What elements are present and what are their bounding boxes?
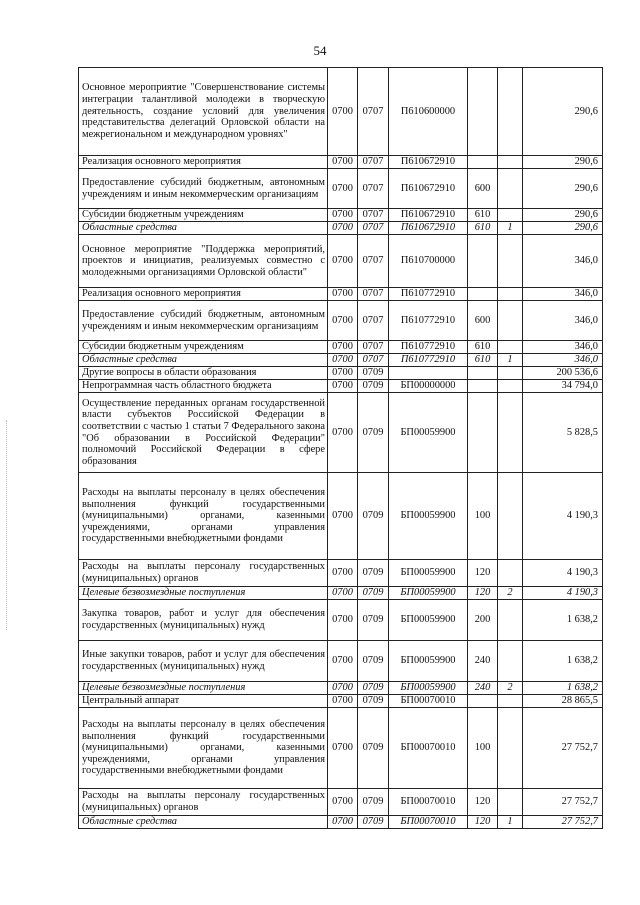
section-code: 0700 <box>328 816 358 829</box>
budget-table <box>78 67 603 829</box>
expense-type-code: 120 <box>468 587 498 600</box>
table-row <box>79 587 603 600</box>
amount: 1 638,2 <box>523 641 603 682</box>
amount: 4 190,3 <box>523 473 603 560</box>
target-article-code: БП00070010 <box>389 816 468 829</box>
amount: 346,0 <box>523 354 603 367</box>
section-code: 0700 <box>328 600 358 641</box>
section-code: 0700 <box>328 789 358 816</box>
item-name: Расходы на выплаты персоналу в целях обеспечения выполнения функций государственными (муниципальными) органами, казенными учреждениями, органами управления государственными внебюджетными фондами <box>79 473 328 560</box>
amount: 1 638,2 <box>523 682 603 695</box>
subsection-code: 0707 <box>358 354 389 367</box>
target-article-code: П610600000 <box>389 68 468 156</box>
table-row <box>79 341 603 354</box>
subsection-code: 0707 <box>358 156 389 169</box>
section-code: 0700 <box>328 68 358 156</box>
subsection-code: 0707 <box>358 169 389 209</box>
item-name: Областные средства <box>79 222 328 235</box>
funding-source-code <box>498 235 523 288</box>
section-code: 0700 <box>328 156 358 169</box>
item-name: Расходы на выплаты персоналу в целях обеспечения выполнения функций государственными (муниципальными) органами, казенными учреждениями, органами управления государственными внебюджетными фондами <box>79 708 328 789</box>
section-code: 0700 <box>328 367 358 380</box>
expense-type-code <box>468 393 498 473</box>
amount: 346,0 <box>523 341 603 354</box>
section-code: 0700 <box>328 380 358 393</box>
funding-source-code: 2 <box>498 682 523 695</box>
expense-type-code <box>468 695 498 708</box>
target-article-code: БП00059900 <box>389 682 468 695</box>
target-article-code: БП00059900 <box>389 641 468 682</box>
section-code: 0700 <box>328 695 358 708</box>
subsection-code: 0709 <box>358 380 389 393</box>
target-article-code: П610672910 <box>389 209 468 222</box>
target-article-code: БП00070010 <box>389 789 468 816</box>
expense-type-code: 200 <box>468 600 498 641</box>
target-article-code: П610700000 <box>389 235 468 288</box>
target-article-code <box>389 367 468 380</box>
amount: 27 752,7 <box>523 708 603 789</box>
item-name: Предоставление субсидий бюджетным, автономным учреждениям и иным некоммерческим организациям <box>79 169 328 209</box>
subsection-code: 0707 <box>358 235 389 288</box>
target-article-code: П610672910 <box>389 222 468 235</box>
table-row <box>79 288 603 301</box>
item-name: Целевые безвозмездные поступления <box>79 587 328 600</box>
subsection-code: 0709 <box>358 587 389 600</box>
target-article-code: БП00070010 <box>389 695 468 708</box>
expense-type-code: 120 <box>468 816 498 829</box>
expense-type-code: 100 <box>468 473 498 560</box>
item-name: Реализация основного мероприятия <box>79 288 328 301</box>
target-article-code: П610772910 <box>389 354 468 367</box>
expense-type-code: 120 <box>468 789 498 816</box>
section-code: 0700 <box>328 222 358 235</box>
table-row <box>79 354 603 367</box>
expense-type-code <box>468 156 498 169</box>
amount: 346,0 <box>523 301 603 341</box>
table-row <box>79 301 603 341</box>
target-article-code: П610772910 <box>389 341 468 354</box>
funding-source-code <box>498 600 523 641</box>
subsection-code: 0709 <box>358 682 389 695</box>
expense-type-code: 610 <box>468 354 498 367</box>
section-code: 0700 <box>328 288 358 301</box>
subsection-code: 0709 <box>358 816 389 829</box>
section-code: 0700 <box>328 708 358 789</box>
amount: 290,6 <box>523 222 603 235</box>
subsection-code: 0709 <box>358 600 389 641</box>
expense-type-code: 240 <box>468 682 498 695</box>
table-body <box>79 68 603 829</box>
item-name: Целевые безвозмездные поступления <box>79 682 328 695</box>
item-name: Закупка товаров, работ и услуг для обеспечения государственных (муниципальных) нужд <box>79 600 328 641</box>
section-code: 0700 <box>328 341 358 354</box>
section-code: 0700 <box>328 354 358 367</box>
item-name: Иные закупки товаров, работ и услуг для обеспечения государственных (муниципальных) нужд <box>79 641 328 682</box>
subsection-code: 0709 <box>358 708 389 789</box>
table-row <box>79 169 603 209</box>
funding-source-code <box>498 473 523 560</box>
subsection-code: 0707 <box>358 68 389 156</box>
amount: 200 536,6 <box>523 367 603 380</box>
funding-source-code: 2 <box>498 587 523 600</box>
table-row <box>79 641 603 682</box>
target-article-code: БП00000000 <box>389 380 468 393</box>
target-article-code: БП00059900 <box>389 473 468 560</box>
amount: 290,6 <box>523 209 603 222</box>
subsection-code: 0709 <box>358 641 389 682</box>
subsection-code: 0709 <box>358 393 389 473</box>
funding-source-code <box>498 68 523 156</box>
expense-type-code: 100 <box>468 708 498 789</box>
section-code: 0700 <box>328 682 358 695</box>
funding-source-code <box>498 169 523 209</box>
amount: 5 828,5 <box>523 393 603 473</box>
expense-type-code <box>468 235 498 288</box>
expense-type-code: 120 <box>468 560 498 587</box>
subsection-code: 0709 <box>358 560 389 587</box>
expense-type-code: 610 <box>468 209 498 222</box>
expense-type-code: 610 <box>468 341 498 354</box>
expense-type-code <box>468 288 498 301</box>
funding-source-code <box>498 560 523 587</box>
item-name: Реализация основного мероприятия <box>79 156 328 169</box>
target-article-code: БП00059900 <box>389 560 468 587</box>
amount: 34 794,0 <box>523 380 603 393</box>
table-row <box>79 560 603 587</box>
funding-source-code <box>498 341 523 354</box>
amount: 27 752,7 <box>523 816 603 829</box>
subsection-code: 0707 <box>358 288 389 301</box>
funding-source-code <box>498 367 523 380</box>
amount: 290,6 <box>523 68 603 156</box>
target-article-code: БП00059900 <box>389 393 468 473</box>
expense-type-code: 600 <box>468 301 498 341</box>
section-code: 0700 <box>328 169 358 209</box>
funding-source-code: 1 <box>498 222 523 235</box>
target-article-code: П610772910 <box>389 288 468 301</box>
target-article-code: БП00059900 <box>389 587 468 600</box>
target-article-code: П610672910 <box>389 156 468 169</box>
funding-source-code <box>498 209 523 222</box>
table-row <box>79 708 603 789</box>
target-article-code: БП00059900 <box>389 600 468 641</box>
expense-type-code: 240 <box>468 641 498 682</box>
funding-source-code <box>498 708 523 789</box>
item-name: Центральный аппарат <box>79 695 328 708</box>
item-name: Расходы на выплаты персоналу государственных (муниципальных) органов <box>79 560 328 587</box>
item-name: Субсидии бюджетным учреждениям <box>79 209 328 222</box>
subsection-code: 0709 <box>358 789 389 816</box>
table-row <box>79 816 603 829</box>
table-row <box>79 209 603 222</box>
funding-source-code: 1 <box>498 354 523 367</box>
target-article-code: БП00070010 <box>389 708 468 789</box>
subsection-code: 0707 <box>358 341 389 354</box>
target-article-code: П610772910 <box>389 301 468 341</box>
table-row <box>79 473 603 560</box>
table-row <box>79 600 603 641</box>
funding-source-code: 1 <box>498 816 523 829</box>
amount: 346,0 <box>523 235 603 288</box>
funding-source-code <box>498 641 523 682</box>
funding-source-code <box>498 156 523 169</box>
subsection-code: 0709 <box>358 367 389 380</box>
amount: 1 638,2 <box>523 600 603 641</box>
target-article-code: П610672910 <box>389 169 468 209</box>
funding-source-code <box>498 393 523 473</box>
amount: 290,6 <box>523 169 603 209</box>
section-code: 0700 <box>328 560 358 587</box>
table-row <box>79 235 603 288</box>
item-name: Расходы на выплаты персоналу государственных (муниципальных) органов <box>79 789 328 816</box>
item-name: Областные средства <box>79 354 328 367</box>
subsection-code: 0707 <box>358 301 389 341</box>
table-row <box>79 68 603 156</box>
table-row <box>79 367 603 380</box>
amount: 28 865,5 <box>523 695 603 708</box>
item-name: Другие вопросы в области образования <box>79 367 328 380</box>
table-row <box>79 156 603 169</box>
table-row <box>79 222 603 235</box>
page-number: 54 <box>313 43 327 58</box>
amount: 4 190,3 <box>523 587 603 600</box>
table-row <box>79 682 603 695</box>
section-code: 0700 <box>328 587 358 600</box>
section-code: 0700 <box>328 235 358 288</box>
expense-type-code: 600 <box>468 169 498 209</box>
item-name: Непрограммная часть областного бюджета <box>79 380 328 393</box>
expense-type-code <box>468 367 498 380</box>
item-name: Предоставление субсидий бюджетным, автономным учреждениям и иным некоммерческим организациям <box>79 301 328 341</box>
table-row <box>79 380 603 393</box>
section-code: 0700 <box>328 473 358 560</box>
amount: 27 752,7 <box>523 789 603 816</box>
expense-type-code <box>468 68 498 156</box>
table-row <box>79 789 603 816</box>
section-code: 0700 <box>328 641 358 682</box>
subsection-code: 0707 <box>358 209 389 222</box>
amount: 346,0 <box>523 288 603 301</box>
funding-source-code <box>498 301 523 341</box>
expense-type-code: 610 <box>468 222 498 235</box>
amount: 290,6 <box>523 156 603 169</box>
section-code: 0700 <box>328 209 358 222</box>
amount: 4 190,3 <box>523 560 603 587</box>
table-row <box>79 695 603 708</box>
section-code: 0700 <box>328 393 358 473</box>
funding-source-code <box>498 789 523 816</box>
item-name: Субсидии бюджетным учреждениям <box>79 341 328 354</box>
section-code: 0700 <box>328 301 358 341</box>
item-name: Основное мероприятие "Совершенствование системы интеграции талантливой молодежи в творческую деятельность, создание условий для увеличения представительства делегаций Орловской области на межрегиональном и международном уровнях" <box>79 68 328 156</box>
subsection-code: 0709 <box>358 695 389 708</box>
subsection-code: 0709 <box>358 473 389 560</box>
item-name: Основное мероприятие "Поддержка мероприятий, проектов и инициатив, реализуемых совместно с молодежными организациями Орловской области" <box>79 235 328 288</box>
funding-source-code <box>498 695 523 708</box>
table-row <box>79 393 603 473</box>
item-name: Осуществление переданных органам государственной власти субъектов Российской Федерации в соответствии с частью 1 статьи 7 Федерального закона "Об образовании в Российской Федерации" полномочий Российской Федерации в сфере образования <box>79 393 328 473</box>
item-name: Областные средства <box>79 816 328 829</box>
subsection-code: 0707 <box>358 222 389 235</box>
scan-edge-marks <box>6 420 11 630</box>
expense-type-code <box>468 380 498 393</box>
funding-source-code <box>498 380 523 393</box>
funding-source-code <box>498 288 523 301</box>
